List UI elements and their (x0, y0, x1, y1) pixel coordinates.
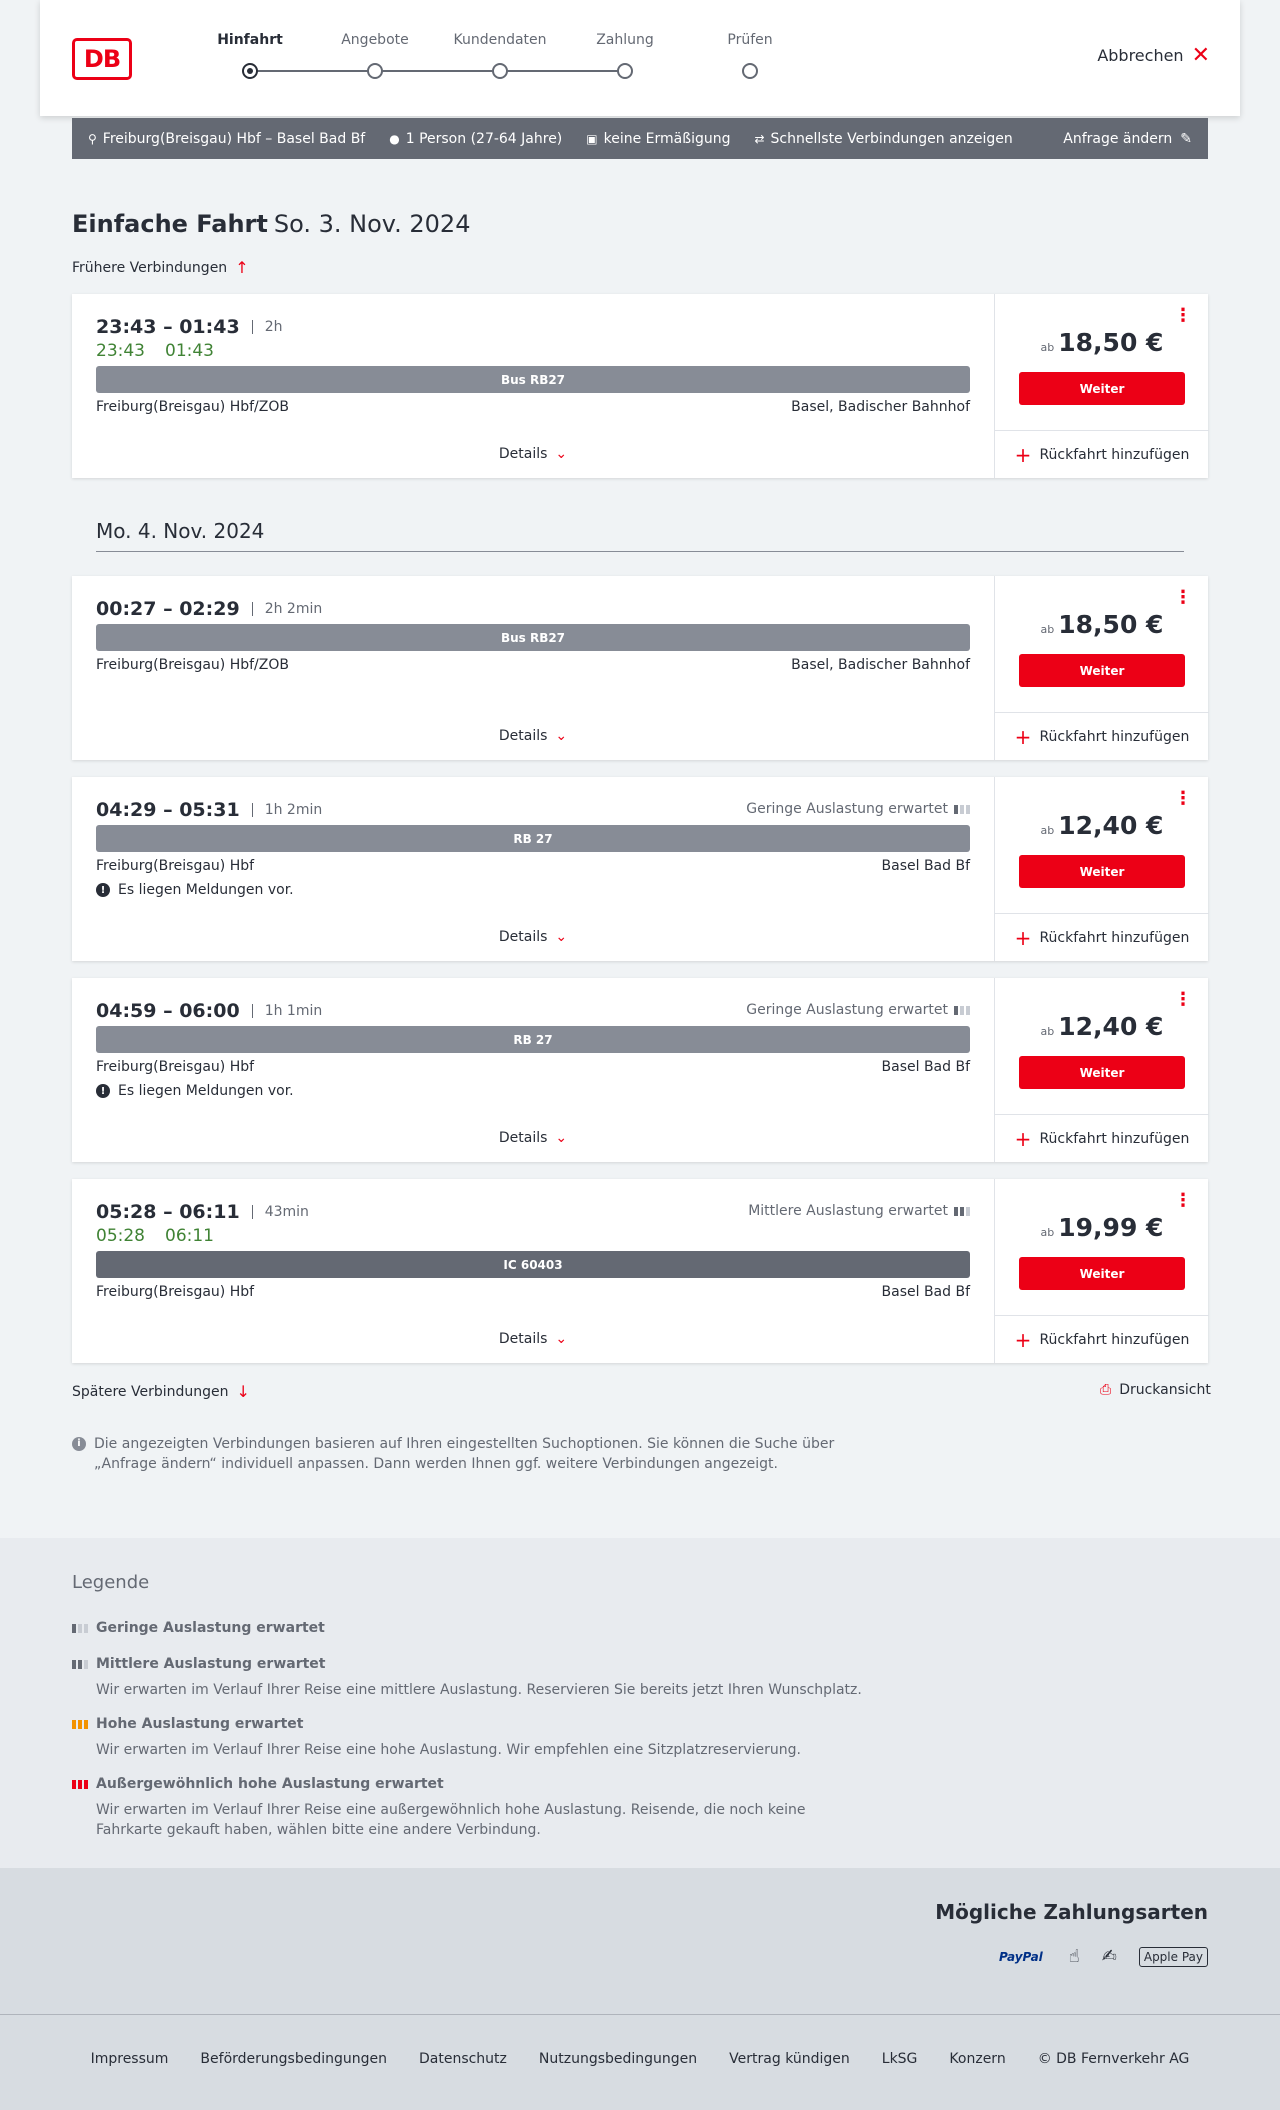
offer-panel (994, 1179, 1208, 1363)
swap-arrows-icon: ⇄ (754, 131, 765, 146)
stations (96, 1284, 970, 1300)
connection-details[interactable] (96, 576, 970, 760)
details-label: Details (498, 929, 548, 945)
footer-link-nutzungsbedingungen[interactable]: Nutzungsbedingungen (538, 2051, 698, 2067)
occupancy-low-icon (954, 1006, 970, 1015)
connection-card (72, 1179, 1208, 1363)
price-prefix: ab (1040, 341, 1055, 354)
cancel-label: Abbrechen (1097, 46, 1184, 65)
close-icon: ✕ (1191, 42, 1210, 68)
departure-station: Freiburg(Breisgau) Hbf (96, 1284, 255, 1300)
connection-times (96, 1201, 309, 1223)
footer-link-datenschutz[interactable]: Datenschutz (418, 2051, 507, 2067)
duration: 1h 2min (252, 803, 323, 817)
continue-button[interactable]: Weiter (1019, 855, 1185, 888)
connection-times (96, 598, 322, 620)
step-angebote (305, 32, 445, 48)
offer-panel (994, 777, 1208, 961)
details-label: Details (498, 728, 548, 744)
continue-button[interactable]: Weiter (1019, 1257, 1185, 1290)
connection-details[interactable] (96, 777, 970, 961)
pencil-icon: ✎ (1180, 130, 1192, 147)
connection-details[interactable] (96, 1179, 970, 1363)
price-value: 12,40 € (1058, 1012, 1164, 1041)
details-label: Details (498, 1130, 548, 1146)
price-value: 19,99 € (1058, 1213, 1164, 1242)
continue-button[interactable]: Weiter (1019, 654, 1185, 687)
add-return-button[interactable] (995, 430, 1209, 478)
more-options-icon[interactable]: ⋮ (1174, 989, 1192, 1010)
page-title (72, 210, 470, 238)
offer-panel (994, 576, 1208, 760)
plus-icon: + (1014, 1126, 1032, 1151)
print-label: Druckansicht (1119, 1382, 1211, 1398)
earlier-label: Frühere Verbindungen (72, 259, 228, 276)
plus-icon: + (1014, 1327, 1032, 1352)
day-separator: Mo. 4. Nov. 2024 (96, 519, 1184, 552)
location-pin-icon: ⚲ (88, 131, 97, 146)
add-return-label: Rückfahrt hinzufügen (1039, 446, 1190, 463)
step-label: Prüfen (727, 32, 773, 48)
occupancy-text: Mittlere Auslastung erwartet (748, 1203, 948, 1219)
occupancy-text: Geringe Auslastung erwartet (746, 1002, 948, 1018)
payment-methods (0, 1868, 1280, 2014)
passenger-info (389, 131, 562, 147)
step-kundendaten (430, 32, 570, 48)
passenger-text: 1 Person (27-64 Jahre) (405, 130, 563, 147)
time-range: 23:43 – 01:43 (96, 316, 240, 338)
alert-icon: ! (96, 1084, 110, 1098)
legend-item-desc: Wir erwarten im Verlauf Ihrer Reise eine hohe Auslastung. Wir empfehlen eine Sitzplatzreservierung. (96, 1742, 801, 1758)
price-value: 18,50 € (1058, 328, 1164, 357)
realtime-departure: 23:43 (96, 341, 145, 361)
time-range: 05:28 – 06:11 (96, 1201, 240, 1223)
arrival-station: Basel Bad Bf (881, 1284, 970, 1300)
later-connections-link[interactable] (72, 1382, 250, 1401)
fastest-text: Schnellste Verbindungen anzeigen (770, 130, 1013, 147)
connection-card (72, 576, 1208, 760)
duration: 2h (252, 320, 283, 334)
occupancy-extreme-icon (72, 1780, 88, 1789)
footer-link-vertrag-kuendigen[interactable]: Vertrag kündigen (729, 2051, 850, 2067)
legend-item-high (72, 1716, 872, 1760)
time-range: 04:59 – 06:00 (96, 1000, 240, 1022)
add-return-label: Rückfahrt hinzufügen (1039, 1331, 1190, 1348)
header (40, 0, 1240, 116)
route-text: Freiburg(Breisgau) Hbf – Basel Bad Bf (102, 130, 366, 147)
disruption-message (96, 1083, 294, 1099)
fastest-option (754, 131, 1012, 147)
details-toggle[interactable] (96, 446, 970, 462)
trip-type: Einfache Fahrt (72, 210, 268, 238)
offer-panel (994, 978, 1208, 1162)
occupancy-medium-icon (72, 1660, 88, 1669)
departure-station: Freiburg(Breisgau) Hbf (96, 858, 255, 874)
stations (96, 1059, 970, 1075)
train-bar: Bus RB27 (96, 624, 970, 651)
add-return-button[interactable] (995, 1315, 1209, 1363)
occupancy-text: Geringe Auslastung erwartet (746, 801, 948, 817)
info-icon: i (72, 1437, 86, 1451)
time-range: 04:29 – 05:31 (96, 799, 240, 821)
apple-pay-icon: Apple Pay (1139, 1947, 1208, 1967)
search-summary-bar (72, 118, 1208, 159)
connection-times (96, 799, 322, 821)
chevron-down-icon: ⌄ (555, 1331, 568, 1347)
price (995, 610, 1209, 639)
step-dot (492, 63, 508, 79)
train-bar: Bus RB27 (96, 366, 970, 393)
more-options-icon[interactable]: ⋮ (1174, 587, 1192, 608)
price-value: 18,50 € (1058, 610, 1164, 639)
footer-link-konzern[interactable]: Konzern (949, 2051, 1006, 2067)
price (995, 328, 1209, 357)
step-dot (617, 63, 633, 79)
add-return-label: Rückfahrt hinzufügen (1039, 728, 1190, 745)
db-logo[interactable]: DB (72, 38, 132, 80)
legend-title: Legende (72, 1572, 150, 1593)
occupancy-info (748, 1203, 970, 1219)
arrow-up-icon: ↑ (235, 258, 249, 277)
legend-item-title: Außergewöhnlich hohe Auslastung erwartet (96, 1776, 444, 1792)
legend-section (0, 1538, 1280, 1868)
details-label: Details (498, 446, 548, 462)
plus-icon: + (1014, 442, 1032, 467)
edit-request-label: Anfrage ändern (1063, 130, 1173, 147)
legend-item-title: Geringe Auslastung erwartet (96, 1620, 325, 1636)
details-toggle[interactable] (96, 1331, 970, 1347)
message-text: Es liegen Meldungen vor. (118, 882, 294, 898)
info-note (72, 1434, 872, 1474)
legend-item-low (72, 1620, 872, 1636)
message-text: Es liegen Meldungen vor. (118, 1083, 294, 1099)
continue-button[interactable]: Weiter (1019, 1056, 1185, 1089)
chevron-down-icon: ⌄ (555, 929, 568, 945)
legend-item-title: Hohe Auslastung erwartet (96, 1716, 304, 1732)
stations (96, 858, 970, 874)
footer-copyright: © DB Fernverkehr AG (1037, 2051, 1190, 2067)
cancel-button[interactable] (1097, 42, 1210, 68)
step-label: Angebote (341, 32, 409, 48)
time-range: 00:27 – 02:29 (96, 598, 240, 620)
realtime-arrival: 06:11 (165, 1226, 214, 1246)
discount-text: keine Ermäßigung (603, 130, 731, 147)
payment-title: Mögliche Zahlungsarten (935, 1900, 1208, 1924)
later-label: Spätere Verbindungen (72, 1383, 229, 1400)
chevron-down-icon: ⌄ (555, 446, 568, 462)
disruption-message (96, 882, 294, 898)
departure-station: Freiburg(Breisgau) Hbf (96, 1059, 255, 1075)
departure-station: Freiburg(Breisgau) Hbf/ZOB (96, 399, 289, 415)
legend-item-extreme (72, 1776, 872, 1840)
duration: 2h 2min (252, 602, 323, 616)
occupancy-low-icon (954, 805, 970, 814)
price-value: 12,40 € (1058, 811, 1164, 840)
connection-times (96, 316, 282, 338)
step-label: Kundendaten (453, 32, 547, 48)
arrival-station: Basel Bad Bf (881, 1059, 970, 1075)
plus-icon: + (1014, 925, 1032, 950)
chevron-down-icon: ⌄ (555, 1130, 568, 1146)
arrow-down-icon: ↓ (236, 1382, 250, 1401)
arrival-station: Basel Bad Bf (881, 858, 970, 874)
realtime-info (96, 1226, 234, 1246)
chevron-down-icon: ⌄ (555, 728, 568, 744)
edit-request-button[interactable] (1063, 131, 1192, 147)
price (995, 811, 1209, 840)
add-return-label: Rückfahrt hinzufügen (1039, 929, 1190, 946)
route-info (88, 131, 365, 147)
footer-link-befoerderungsbedingungen[interactable]: Beförderungsbedingungen (200, 2051, 387, 2067)
price (995, 1012, 1209, 1041)
step-zahlung (555, 32, 695, 48)
details-toggle[interactable] (96, 929, 970, 945)
sepa-direct-debit-icon: ✍ (1101, 1946, 1117, 1967)
step-dot (367, 63, 383, 79)
stations (96, 399, 970, 415)
contactless-card-icon: ☝ (1068, 1946, 1080, 1967)
add-return-button[interactable] (995, 712, 1209, 760)
alert-icon: ! (96, 883, 110, 897)
print-view-link[interactable] (1100, 1382, 1211, 1398)
train-bar: IC 60403 (96, 1251, 970, 1278)
legend-item-desc: Wir erwarten im Verlauf Ihrer Reise eine mittlere Auslastung. Reservieren Sie bereits jetzt Ihren Wunschplatz. (96, 1682, 862, 1698)
step-dot (742, 63, 758, 79)
stepper-line (251, 70, 623, 72)
connection-card (72, 294, 1208, 478)
more-options-icon[interactable]: ⋮ (1174, 305, 1192, 326)
duration: 43min (252, 1205, 309, 1219)
realtime-arrival: 01:43 (165, 341, 214, 361)
train-bar: RB 27 (96, 825, 970, 852)
price-prefix: ab (1040, 824, 1055, 837)
realtime-departure: 05:28 (96, 1226, 145, 1246)
occupancy-medium-icon (954, 1207, 970, 1216)
step-dot (242, 63, 258, 79)
connection-card (72, 777, 1208, 961)
occupancy-info (746, 801, 970, 817)
footer-link-impressum[interactable]: Impressum (90, 2051, 169, 2067)
add-return-label: Rückfahrt hinzufügen (1039, 1130, 1190, 1147)
price-prefix: ab (1040, 623, 1055, 636)
train-bar: RB 27 (96, 1026, 970, 1053)
paypal-icon: PayPal (998, 1949, 1043, 1964)
more-options-icon[interactable]: ⋮ (1174, 788, 1192, 809)
arrival-station: Basel, Badischer Bahnhof (791, 399, 970, 415)
occupancy-high-icon (72, 1720, 88, 1729)
discount-info (586, 131, 730, 147)
payment-icons (995, 1946, 1208, 1967)
info-note-text: Die angezeigten Verbindungen basieren auf Ihren eingestellten Suchoptionen. Sie können die Suche über „Anfrage ändern“ individuell anpassen. Dann werden Ihnen ggf. weitere Verbindungen angezeigt. (94, 1436, 835, 1472)
person-icon: ● (389, 131, 400, 146)
offer-panel (994, 294, 1208, 478)
trip-date: So. 3. Nov. 2024 (273, 210, 471, 238)
printer-icon: ⎙ (1100, 1382, 1112, 1398)
legend-item-medium (72, 1656, 872, 1700)
price-prefix: ab (1040, 1226, 1055, 1239)
connection-card (72, 978, 1208, 1162)
continue-button[interactable]: Weiter (1019, 372, 1185, 405)
legend-item-desc: Wir erwarten im Verlauf Ihrer Reise eine außergewöhnlich hohe Auslastung. Reisende, die noch keine Fahrkarte gekauft haben, wählen bitte eine andere Verbindung. (96, 1802, 806, 1838)
arrival-station: Basel, Badischer Bahnhof (791, 657, 970, 673)
step-label: Zahlung (596, 32, 654, 48)
details-toggle[interactable] (96, 1130, 970, 1146)
connection-details[interactable] (96, 294, 970, 478)
progress-stepper (180, 32, 773, 82)
price-prefix: ab (1040, 1025, 1055, 1038)
step-hinfahrt (180, 32, 320, 48)
stations (96, 657, 970, 673)
step-label: Hinfahrt (217, 32, 283, 48)
earlier-connections-link[interactable] (72, 258, 249, 277)
departure-station: Freiburg(Breisgau) Hbf/ZOB (96, 657, 289, 673)
details-toggle[interactable] (96, 728, 970, 744)
step-pruefen (680, 32, 820, 48)
realtime-info (96, 341, 234, 361)
legend-item-title: Mittlere Auslastung erwartet (96, 1656, 326, 1672)
connection-details[interactable] (96, 978, 970, 1162)
details-label: Details (498, 1331, 548, 1347)
duration: 1h 1min (252, 1004, 323, 1018)
occupancy-low-icon (72, 1624, 88, 1633)
plus-icon: + (1014, 724, 1032, 749)
price (995, 1213, 1209, 1242)
connection-times (96, 1000, 322, 1022)
add-return-button[interactable] (995, 1114, 1209, 1162)
add-return-button[interactable] (995, 913, 1209, 961)
footer-link-lksg[interactable]: LkSG (881, 2051, 918, 2067)
footer-links (0, 2051, 1280, 2067)
occupancy-info (746, 1002, 970, 1018)
footer (0, 2014, 1280, 2110)
bahncard-icon: ▣ (586, 131, 598, 146)
more-options-icon[interactable]: ⋮ (1174, 1190, 1192, 1211)
